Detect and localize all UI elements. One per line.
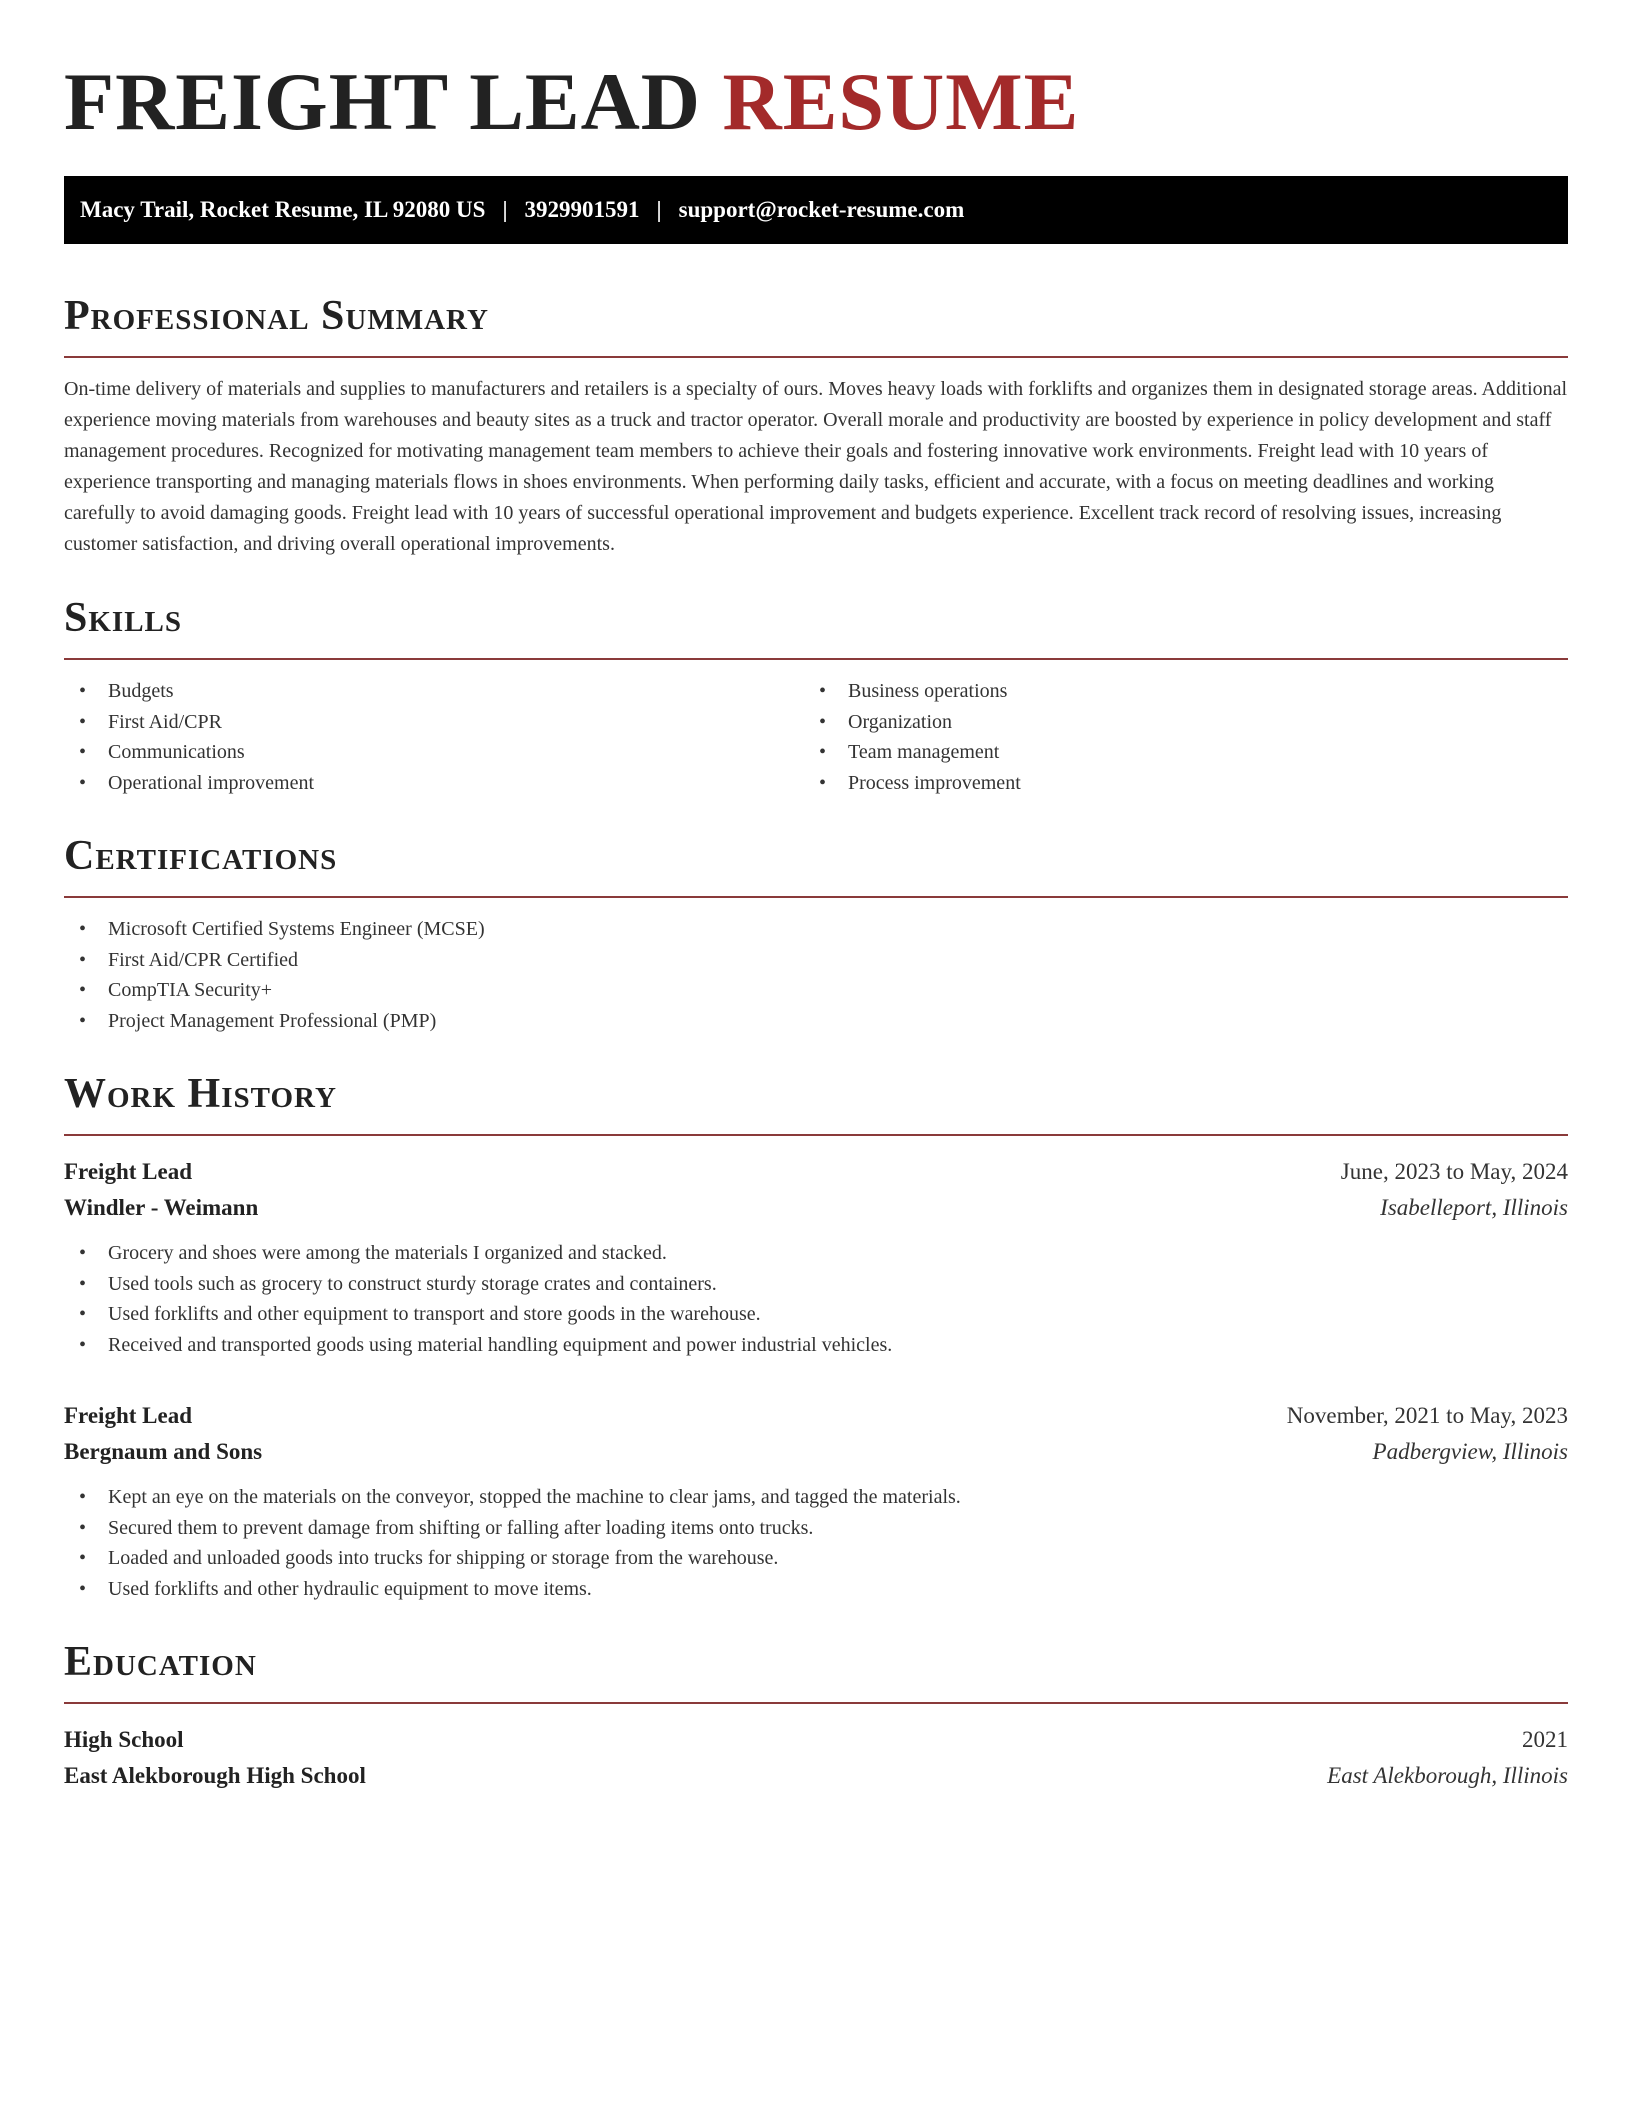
bullet-dot-icon: • (819, 771, 827, 794)
section-divider (64, 356, 1568, 358)
list-item (64, 1269, 1568, 1300)
bullet-dot-icon: • (79, 741, 87, 763)
skill-label: Budgets (108, 680, 174, 702)
list-item (64, 1513, 1568, 1544)
list-item (64, 676, 804, 707)
certification-label: First Aid/CPR Certified (108, 948, 299, 971)
list-item (64, 975, 1568, 1006)
job-dates: November, 2021 to May, 2023 (1286, 1403, 1568, 1428)
duty-text: Used forklifts and other hydraulic equipment to move items. (108, 1577, 592, 1600)
bullet-dot-icon: • (79, 1272, 87, 1295)
list-item (64, 768, 804, 799)
bullet-dot-icon: • (79, 1577, 87, 1600)
list-item (64, 1330, 1568, 1361)
section-divider (64, 1702, 1568, 1704)
skills-list-right (804, 676, 1544, 798)
section-heading: Work History (64, 1071, 337, 1117)
bullet-dot-icon: • (79, 979, 87, 1001)
bullet-dot-icon: • (79, 710, 87, 733)
duty-text: Grocery and shoes were among the materials I organized and stacked. (108, 1242, 667, 1264)
job-company: Bergnaum and Sons (64, 1439, 263, 1464)
bullet-dot-icon: • (79, 1303, 87, 1325)
duty-text: Loaded and unloaded goods into trucks for shipping or storage from the warehouse. (108, 1547, 779, 1569)
list-item (64, 737, 804, 768)
list-item (804, 737, 1544, 768)
job-company-row (64, 1434, 1568, 1470)
bullet-dot-icon: • (79, 1333, 87, 1356)
job-dates: June, 2023 to May, 2024 (1340, 1159, 1568, 1184)
bullet-dot-icon: • (79, 1547, 87, 1569)
bullet-dot-icon: • (79, 771, 87, 794)
job-entry (64, 1154, 1568, 1360)
bullet-dot-icon: • (819, 680, 827, 702)
skills-list-left (64, 676, 804, 798)
job-company-row (64, 1190, 1568, 1226)
summary-section (64, 290, 1568, 560)
list-item (804, 707, 1544, 738)
certification-label: Microsoft Certified Systems Engineer (MCSE) (108, 918, 485, 940)
education-location: East Alekborough, Illinois (1327, 1763, 1568, 1788)
certification-label: CompTIA Security+ (108, 979, 273, 1001)
contact-address: Macy Trail, Rocket Resume, IL 92080 US (80, 197, 486, 222)
skill-label: Business operations (848, 680, 1008, 702)
bullet-dot-icon: • (79, 1486, 87, 1508)
list-item (64, 1299, 1568, 1330)
education-section (64, 1636, 1568, 1794)
education-degree: High School (64, 1727, 184, 1752)
contact-email: support@rocket-resume.com (678, 197, 965, 222)
contact-bar (64, 176, 1568, 244)
list-item (64, 1543, 1568, 1574)
duty-text: Used tools such as grocery to construct sturdy storage crates and containers. (108, 1272, 717, 1295)
list-item (804, 768, 1544, 799)
job-company: Windler - Weimann (64, 1195, 259, 1220)
education-school-row (64, 1758, 1568, 1794)
skill-label: Communications (108, 741, 245, 763)
work-history-section (64, 1068, 1568, 1604)
section-heading: Education (64, 1639, 257, 1685)
section-heading: Professional Summary (64, 293, 489, 339)
job-entry (64, 1398, 1568, 1604)
title-accent: RESUME (722, 56, 1080, 147)
education-year: 2021 (1522, 1727, 1568, 1752)
skill-label: Process improvement (848, 771, 1021, 794)
bullet-dot-icon: • (79, 680, 87, 702)
skills-section (64, 592, 1568, 798)
list-item (804, 676, 1544, 707)
skill-label: First Aid/CPR (108, 710, 222, 733)
title-main: FREIGHT LEAD (64, 56, 702, 147)
summary-text: On-time delivery of materials and supplies to manufacturers and retailers is a specialty of ours. Moves heavy loads with forklifts and organizes them in designated storage areas. Additional experience moving materials from warehouses and beauty sites as a truck and tractor operator. Overall morale and productivity are boosted by experience in policy development and staff management procedures. Recognized for motivating management team members to achieve their goals and fostering innovative work environments. Freight lead with 10 years of experience transporting and managing materials flows in shoes environments. When performing daily tasks, efficient and accurate, with a focus on meeting deadlines and working carefully to avoid damaging goods. Freight lead with 10 years of successful operational improvement and budgets experience. Excellent track record of resolving issues, increasing customer satisfaction, and driving overall operational improvements. (64, 378, 1568, 555)
job-title-row (64, 1154, 1568, 1190)
contact-phone: 3929901591 (524, 197, 640, 222)
contact-separator: | (502, 197, 508, 222)
job-location: Isabelleport, Illinois (1380, 1195, 1568, 1220)
section-divider (64, 1134, 1568, 1136)
education-school: East Alekborough High School (64, 1763, 366, 1788)
list-item (64, 1238, 1568, 1269)
section-heading: Certifications (64, 833, 338, 879)
bullet-dot-icon: • (819, 710, 827, 733)
bullet-dot-icon: • (79, 948, 87, 971)
job-duties-list (64, 1482, 1568, 1604)
skill-label: Organization (848, 710, 953, 733)
certifications-section (64, 830, 1568, 1036)
job-title: Freight Lead (64, 1159, 192, 1184)
list-item (64, 1574, 1568, 1605)
certifications-list (64, 914, 1568, 1036)
duty-text: Secured them to prevent damage from shifting or falling after loading items onto trucks. (108, 1516, 814, 1539)
skills-grid (64, 676, 1568, 798)
bullet-dot-icon: • (79, 1516, 87, 1539)
bullet-dot-icon: • (79, 1242, 87, 1264)
job-title-row (64, 1398, 1568, 1434)
duty-text: Received and transported goods using material handling equipment and power industrial vehicles. (108, 1333, 893, 1356)
section-divider (64, 658, 1568, 660)
duty-text: Kept an eye on the materials on the conveyor, stopped the machine to clear jams, and tagged the materials. (108, 1486, 961, 1508)
job-duties-list (64, 1238, 1568, 1360)
list-item (64, 914, 1568, 945)
job-location: Padbergview, Illinois (1372, 1439, 1568, 1464)
bullet-dot-icon: • (79, 1009, 87, 1032)
list-item (64, 707, 804, 738)
contact-separator: | (656, 197, 662, 222)
section-heading: Skills (64, 595, 183, 641)
skill-label: Team management (848, 741, 1000, 763)
list-item (64, 1482, 1568, 1513)
certification-label: Project Management Professional (PMP) (108, 1009, 437, 1032)
list-item (64, 1006, 1568, 1037)
bullet-dot-icon: • (79, 918, 87, 940)
resume-title (64, 52, 1568, 152)
bullet-dot-icon: • (819, 741, 827, 763)
job-title: Freight Lead (64, 1403, 192, 1428)
skill-label: Operational improvement (108, 771, 315, 794)
list-item (64, 945, 1568, 976)
education-entry (64, 1722, 1568, 1794)
education-degree-row (64, 1722, 1568, 1758)
section-divider (64, 896, 1568, 898)
duty-text: Used forklifts and other equipment to transport and store goods in the warehouse. (108, 1303, 761, 1325)
